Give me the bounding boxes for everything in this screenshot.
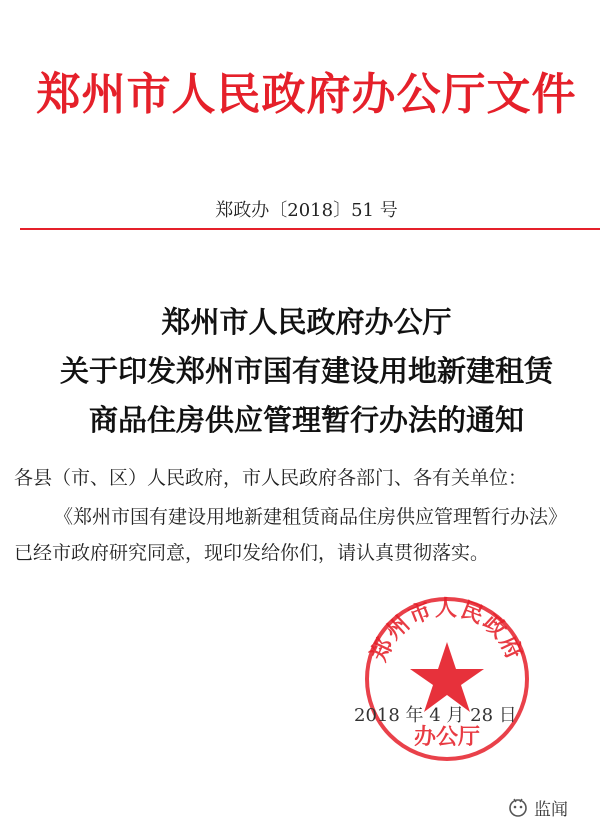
signature-date: 2018 年 4 月 28 日: [354, 705, 517, 726]
svg-text:办公厅: 办公厅: [413, 724, 481, 750]
notice-title-line-3: 商品住房供应管理暂行办法的通知: [88, 403, 524, 437]
body-paragraph-line-2: 已经市政府研究同意，现印发给你们，请认真贯彻落实。: [14, 542, 490, 564]
document-header-title: 郑州市人民政府办公厅文件: [36, 69, 577, 120]
body-paragraph-line-1: 《郑州市国有建设用地新建租赁商品住房供应管理暂行办法》: [54, 506, 568, 528]
watermark-text: 监闻: [534, 799, 568, 820]
notice-title-line-1: 郑州市人民政府办公厅: [161, 305, 452, 339]
source-watermark: [506, 792, 606, 822]
document-number: 郑政办〔2018〕51 号: [215, 200, 398, 221]
svg-text:郑州市人民政府: 郑州市人民政府: [365, 595, 529, 666]
addressee-line: 各县（市、区）人民政府，市人民政府各部门、各有关单位：: [14, 467, 528, 489]
notice-title-line-2: 关于印发郑州市国有建设用地新建租赁: [59, 354, 553, 388]
official-seal: [362, 594, 532, 764]
red-divider-line: [20, 228, 600, 230]
mascot-icon: [506, 795, 530, 819]
